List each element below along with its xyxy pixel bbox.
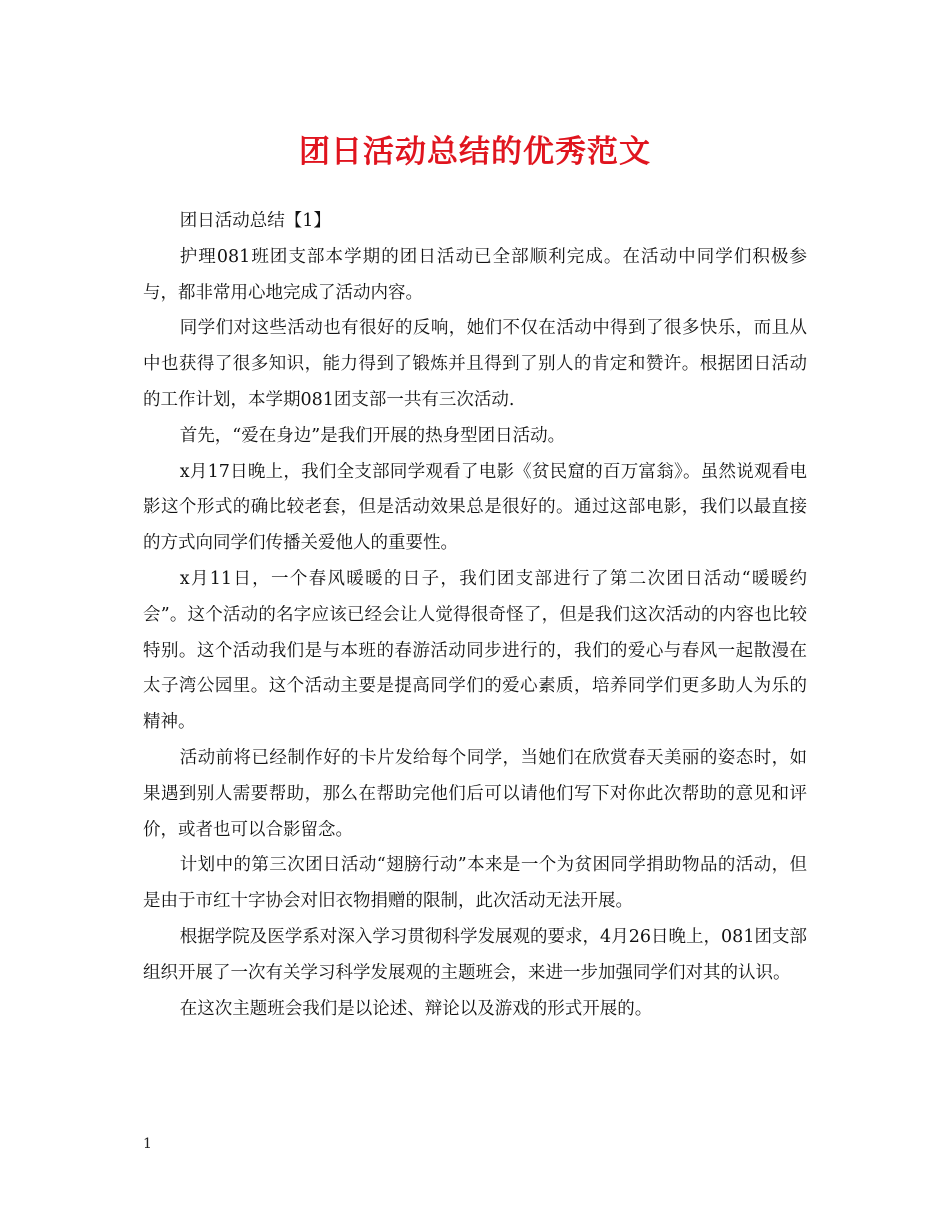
paragraph: 同学们对这些活动也有很好的反响，她们不仅在活动中得到了很多快乐，而且从中也获得了很多知识，能力得到了锻炼并且得到了别人的肯定和赞许。根据团日活动的工作计划，本学期081团支部一共有三次活动. [143,318,807,410]
paragraph: 根据学院及医学系对深入学习贯彻科学发展观的要求，4月26日晚上，081团支部组织开展了一次有关学习科学发展观的主题班会，来进一步加强同学们对其的认识。 [143,926,807,983]
paragraph-section-heading: 团日活动总结【1】 [179,211,331,231]
paragraph: 计划中的第三次团日活动“翅膀行动”本来是一个为贫困同学捐助物品的活动，但是由于市红十字协会对旧衣物捐赠的限制，此次活动无法开展。 [143,855,807,912]
document-title: 团日活动总结的优秀范文 [299,134,651,170]
paragraph: 首先，“爱在身边”是我们开展的热身型团日活动。 [179,425,566,446]
document-body [143,204,807,1027]
paragraph: 在这次主题班会我们是以论述、辩论以及游戏的形式开展的。 [179,998,653,1019]
paragraph: 活动前将已经制作好的卡片发给每个同学，当她们在欣赏春天美丽的姿态时，如果遇到别人需要帮助，那么在帮助完他们后可以请他们写下对你此次帮助的意见和评价，或者也可以合影留念。 [143,747,807,840]
paragraph: x月17日晚上，我们全支部同学观看了电影《贫民窟的百万富翁》。虽然说观看电影这个形式的确比较老套，但是活动效果总是很好的。通过这部电影，我们以最直接的方式向同学们传播关爱他人的重要性。 [143,461,807,554]
page-number: 1 [143,1136,152,1152]
paragraph: x月11日，一个春风暖暖的日子，我们团支部进行了第二次团日活动“暖暖约会”。这个活动的名字应该已经会让人觉得很奇怪了，但是我们这次活动的内容也比较特别。这个活动我们是与本班的春游活动同步进行的，我们的爱心与春风一起散漫在太子湾公园里。这个活动主要是提高同学们的爱心素质，培养同学们更多助人为乐的精神。 [143,568,807,733]
paragraph: 护理081班团支部本学期的团日活动已全部顺利完成。在活动中同学们积极参与，都非常用心地完成了活动内容。 [143,246,807,303]
